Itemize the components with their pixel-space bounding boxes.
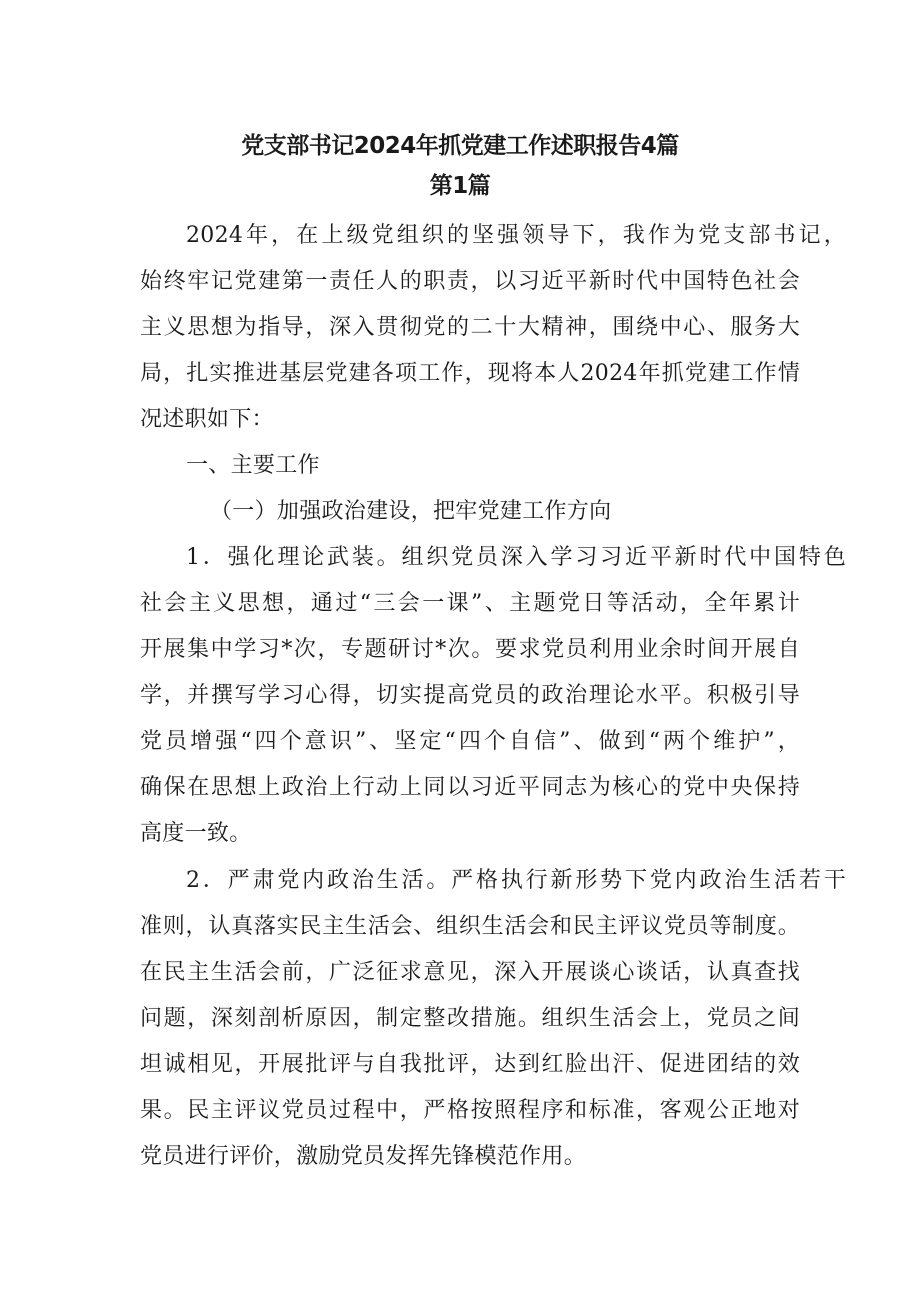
subsection-heading: （一）加强政治建设，把牢党建工作方向 xyxy=(210,499,612,524)
intro-line: 始终牢记党建第一责任人的职责，以习近平新时代中国特色社会 xyxy=(140,269,800,294)
item-2-line: 在民主生活会前，广泛征求意见，深入开展谈心谈话，认真查找 xyxy=(140,960,800,985)
item-1-line: 1．强化理论武装。组织党员深入学习习近平新时代中国特色 xyxy=(186,545,846,570)
section-heading: 一、主要工作 xyxy=(186,453,320,478)
intro-line: 主义思想为指导，深入贯彻党的二十大精神，围绕中心、服务大 xyxy=(140,315,800,340)
document-title: 党支部书记2024年抓党建工作述职报告4篇 xyxy=(241,133,679,159)
item-2-line: 准则，认真落实民主生活会、组织生活会和民主评议党员等制度。 xyxy=(140,914,800,939)
item-2-line: 果。民主评议党员过程中，严格按照程序和标准，客观公正地对 xyxy=(140,1098,800,1123)
item-1-line: 高度一致。 xyxy=(140,821,252,846)
item-1-line: 开展集中学习*次，专题研讨*次。要求党员利用业余时间开展自 xyxy=(140,637,800,662)
item-1-line: 确保在思想上政治上行动上同以习近平同志为核心的党中央保持 xyxy=(140,775,800,800)
document-subtitle: 第1篇 xyxy=(429,173,491,199)
item-1-line: 学，并撰写学习心得，切实提高党员的政治理论水平。积极引导 xyxy=(140,683,800,708)
item-2-line: 2．严肃党内政治生活。严格执行新形势下党内政治生活若干 xyxy=(186,868,846,893)
item-1-line: 党员增强“四个意识”、坚定“四个自信”、做到“两个维护”， xyxy=(140,729,800,754)
item-2-line: 党员进行评价，激励党员发挥先锋模范作用。 xyxy=(140,1144,587,1169)
item-2-line: 坦诚相见，开展批评与自我批评，达到红脸出汗、促进团结的效 xyxy=(140,1052,800,1077)
intro-line: 况述职如下： xyxy=(140,407,274,432)
item-1-line: 社会主义思想，通过“三会一课”、主题党日等活动，全年累计 xyxy=(140,591,800,616)
intro-line: 局，扎实推进基层党建各项工作，现将本人2024年抓党建工作情 xyxy=(140,361,800,386)
item-2-line: 问题，深刻剖析原因，制定整改措施。组织生活会上，党员之间 xyxy=(140,1006,800,1031)
intro-line: 2024年，在上级党组织的坚强领导下，我作为党支部书记， xyxy=(186,223,846,248)
